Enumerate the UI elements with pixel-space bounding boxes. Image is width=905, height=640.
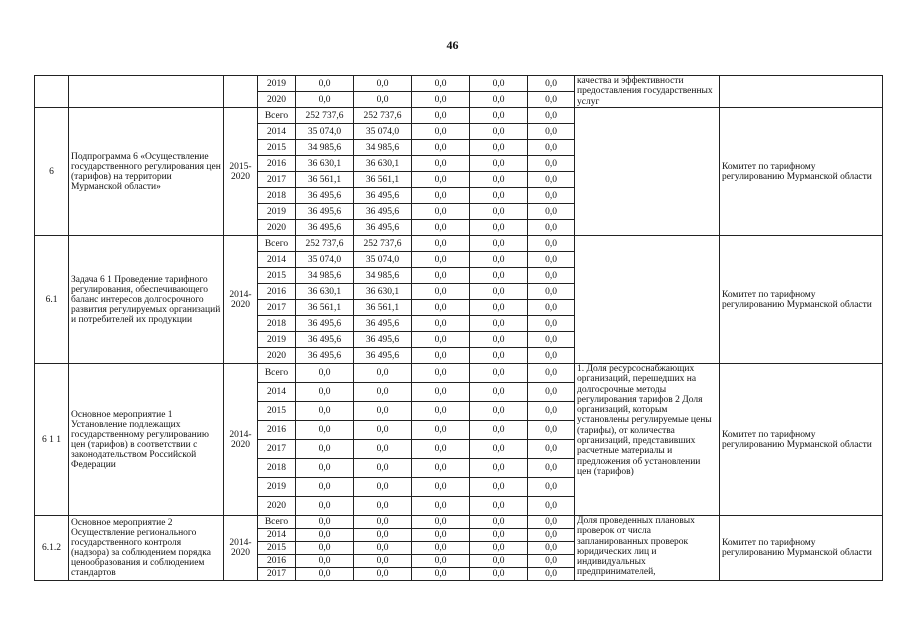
- cell-year: Всего: [258, 516, 296, 529]
- cell-value: 252 737,6: [296, 108, 354, 124]
- cell-value: 0,0: [354, 555, 412, 568]
- cell-value: 0,0: [528, 316, 575, 332]
- cell-value: 0,0: [412, 516, 470, 529]
- cell-value: 0,0: [470, 284, 528, 300]
- cell-value: 0,0: [412, 421, 470, 440]
- cell-value: 0,0: [354, 421, 412, 440]
- cell-value: 0,0: [412, 108, 470, 124]
- cell-responsible: Комитет по тарифному регулированию Мурманской области: [720, 516, 883, 581]
- page-number: 46: [446, 38, 459, 52]
- cell-year: 2020: [258, 348, 296, 364]
- cell-value: 0,0: [354, 76, 412, 92]
- cell-value: 0,0: [528, 402, 575, 421]
- cell-value: 0,0: [528, 497, 575, 516]
- cell-year: 2016: [258, 555, 296, 568]
- cell-value: 0,0: [528, 172, 575, 188]
- cell-value: 0,0: [528, 76, 575, 92]
- cell-value: 0,0: [470, 92, 528, 108]
- cell-value: 0,0: [528, 252, 575, 268]
- cell-no: 6.1.2: [35, 516, 69, 581]
- program-budget-table: [34, 75, 883, 581]
- cell-value: 252 737,6: [296, 236, 354, 252]
- cell-value: 0,0: [296, 440, 354, 459]
- cell-value: 0,0: [412, 220, 470, 236]
- cell-value: 0,0: [470, 108, 528, 124]
- cell-value: 0,0: [354, 542, 412, 555]
- table-row: [35, 516, 883, 529]
- cell-value: 35 074,0: [296, 252, 354, 268]
- cell-value: 0,0: [412, 92, 470, 108]
- cell-value: 0,0: [528, 140, 575, 156]
- cell-value: 36 630,1: [296, 284, 354, 300]
- cell-value: 0,0: [528, 204, 575, 220]
- cell-value: 0,0: [528, 440, 575, 459]
- cell-value: 0,0: [528, 156, 575, 172]
- cell-value: 0,0: [470, 364, 528, 383]
- cell-year: 2020: [258, 497, 296, 516]
- cell-value: 0,0: [470, 156, 528, 172]
- cell-value: 0,0: [412, 284, 470, 300]
- cell-value: 0,0: [296, 402, 354, 421]
- cell-name: [69, 76, 224, 108]
- cell-value: 0,0: [412, 316, 470, 332]
- cell-value: 35 074,0: [354, 252, 412, 268]
- cell-responsible: Комитет по тарифному регулированию Мурманской области: [720, 364, 883, 516]
- cell-value: 36 630,1: [354, 284, 412, 300]
- cell-value: 0,0: [412, 568, 470, 581]
- cell-responsible: [720, 76, 883, 108]
- cell-value: 0,0: [470, 188, 528, 204]
- cell-value: 36 561,1: [354, 300, 412, 316]
- cell-value: 0,0: [412, 156, 470, 172]
- cell-value: 0,0: [412, 140, 470, 156]
- cell-value: 0,0: [528, 124, 575, 140]
- cell-value: 36 495,6: [296, 204, 354, 220]
- cell-value: 0,0: [412, 252, 470, 268]
- cell-value: 0,0: [528, 284, 575, 300]
- cell-value: 0,0: [296, 497, 354, 516]
- cell-year: Всего: [258, 236, 296, 252]
- cell-year: 2019: [258, 204, 296, 220]
- cell-period: [224, 76, 258, 108]
- cell-value: 0,0: [412, 440, 470, 459]
- cell-value: 0,0: [470, 204, 528, 220]
- cell-value: 0,0: [296, 459, 354, 478]
- cell-value: 0,0: [528, 220, 575, 236]
- cell-value: 0,0: [528, 516, 575, 529]
- cell-value: 0,0: [528, 542, 575, 555]
- cell-value: 34 985,6: [354, 268, 412, 284]
- cell-value: 0,0: [470, 421, 528, 440]
- cell-value: 0,0: [296, 478, 354, 497]
- cell-value: 0,0: [354, 568, 412, 581]
- cell-value: 0,0: [412, 172, 470, 188]
- cell-value: 0,0: [412, 542, 470, 555]
- cell-value: 35 074,0: [296, 124, 354, 140]
- cell-value: 0,0: [528, 364, 575, 383]
- cell-value: 0,0: [470, 236, 528, 252]
- cell-value: 0,0: [470, 268, 528, 284]
- cell-value: 0,0: [528, 300, 575, 316]
- cell-name: Основное мероприятие 2 Осуществление регионального государственного контроля (надзора) за соблюдением порядка ценообразования и соблюдением стандартов: [69, 516, 224, 581]
- cell-value: 36 495,6: [296, 348, 354, 364]
- cell-value: 36 495,6: [296, 188, 354, 204]
- cell-value: 0,0: [470, 252, 528, 268]
- cell-value: 36 495,6: [296, 220, 354, 236]
- cell-value: 0,0: [354, 497, 412, 516]
- cell-year: 2014: [258, 252, 296, 268]
- cell-year: 2016: [258, 421, 296, 440]
- cell-no: 6: [35, 108, 69, 236]
- cell-value: 0,0: [528, 92, 575, 108]
- cell-year: 2014: [258, 529, 296, 542]
- cell-no: 6.1: [35, 236, 69, 364]
- cell-year: 2020: [258, 92, 296, 108]
- cell-value: 0,0: [470, 76, 528, 92]
- cell-year: 2019: [258, 478, 296, 497]
- cell-value: 0,0: [354, 92, 412, 108]
- cell-value: 0,0: [354, 516, 412, 529]
- cell-value: 36 561,1: [354, 172, 412, 188]
- table-row: [35, 108, 883, 124]
- cell-value: 0,0: [412, 204, 470, 220]
- cell-value: 0,0: [296, 529, 354, 542]
- cell-value: 0,0: [528, 348, 575, 364]
- cell-value: 0,0: [470, 542, 528, 555]
- cell-value: 0,0: [412, 478, 470, 497]
- cell-value: 0,0: [296, 516, 354, 529]
- cell-no: 6 1 1: [35, 364, 69, 516]
- cell-year: Всего: [258, 108, 296, 124]
- cell-year: 2018: [258, 316, 296, 332]
- cell-value: 0,0: [528, 478, 575, 497]
- cell-value: 0,0: [296, 555, 354, 568]
- cell-value: 0,0: [528, 383, 575, 402]
- cell-year: 2017: [258, 568, 296, 581]
- cell-value: 0,0: [470, 497, 528, 516]
- cell-value: 0,0: [412, 402, 470, 421]
- cell-value: 36 495,6: [354, 204, 412, 220]
- cell-value: 0,0: [470, 383, 528, 402]
- cell-year: 2015: [258, 542, 296, 555]
- cell-value: 0,0: [296, 542, 354, 555]
- cell-value: 0,0: [470, 529, 528, 542]
- cell-value: 36 495,6: [296, 332, 354, 348]
- cell-period: 2014-2020: [224, 364, 258, 516]
- cell-responsible: Комитет по тарифному регулированию Мурманской области: [720, 236, 883, 364]
- cell-value: 0,0: [354, 402, 412, 421]
- cell-value: 0,0: [470, 402, 528, 421]
- cell-value: 0,0: [470, 300, 528, 316]
- cell-indicator: [575, 108, 720, 236]
- cell-year: 2017: [258, 300, 296, 316]
- cell-value: 0,0: [470, 555, 528, 568]
- cell-period: 2014-2020: [224, 236, 258, 364]
- cell-value: 0,0: [296, 92, 354, 108]
- cell-value: 0,0: [412, 124, 470, 140]
- cell-year: 2018: [258, 459, 296, 478]
- cell-value: 0,0: [470, 316, 528, 332]
- cell-value: 0,0: [412, 348, 470, 364]
- cell-indicator: [575, 236, 720, 364]
- cell-year: 2020: [258, 220, 296, 236]
- cell-indicator: качества и эффективности предоставления государственных услуг: [575, 76, 720, 108]
- cell-year: 2019: [258, 76, 296, 92]
- cell-value: 0,0: [296, 76, 354, 92]
- cell-period: 2015-2020: [224, 108, 258, 236]
- cell-no: [35, 76, 69, 108]
- cell-value: 34 985,6: [296, 268, 354, 284]
- cell-value: 0,0: [528, 108, 575, 124]
- cell-responsible: Комитет по тарифному регулированию Мурманской области: [720, 108, 883, 236]
- cell-value: 0,0: [296, 568, 354, 581]
- cell-indicator: 1. Доля ресурсоснабжающих организаций, перешедших на долгосрочные методы регулирования тарифов 2 Доля организаций, которым установлены регулируемые цены (тарифы), от количества организаций, представивших расчетные материалы и предложения об установлении цен (тарифов): [575, 364, 720, 516]
- cell-value: 0,0: [412, 459, 470, 478]
- cell-value: 0,0: [470, 459, 528, 478]
- cell-value: 0,0: [528, 188, 575, 204]
- cell-value: 0,0: [470, 348, 528, 364]
- cell-value: 36 561,1: [296, 300, 354, 316]
- cell-value: 0,0: [528, 555, 575, 568]
- cell-value: 0,0: [412, 383, 470, 402]
- cell-value: 252 737,6: [354, 108, 412, 124]
- cell-indicator: Доля проведенных плановых проверок от числа запланированных проверок юридических лиц и индивидуальных предпринимателей,: [575, 516, 720, 581]
- table-row: [35, 236, 883, 252]
- cell-year: 2018: [258, 188, 296, 204]
- cell-value: 0,0: [412, 268, 470, 284]
- cell-value: 36 495,6: [354, 188, 412, 204]
- cell-value: 0,0: [470, 124, 528, 140]
- cell-value: 0,0: [470, 568, 528, 581]
- cell-value: 0,0: [354, 440, 412, 459]
- cell-value: 36 561,1: [296, 172, 354, 188]
- cell-value: 0,0: [528, 268, 575, 284]
- cell-value: 0,0: [470, 440, 528, 459]
- cell-value: 252 737,6: [354, 236, 412, 252]
- cell-value: 36 495,6: [354, 220, 412, 236]
- cell-value: 0,0: [354, 529, 412, 542]
- cell-value: 0,0: [470, 332, 528, 348]
- cell-value: 0,0: [528, 529, 575, 542]
- cell-value: 0,0: [412, 364, 470, 383]
- cell-value: 0,0: [470, 516, 528, 529]
- cell-value: 0,0: [412, 188, 470, 204]
- cell-value: 36 495,6: [296, 316, 354, 332]
- cell-value: 0,0: [412, 332, 470, 348]
- cell-year: 2015: [258, 268, 296, 284]
- cell-value: 0,0: [528, 236, 575, 252]
- cell-value: 36 630,1: [296, 156, 354, 172]
- cell-year: 2014: [258, 124, 296, 140]
- cell-value: 0,0: [412, 529, 470, 542]
- cell-value: 34 985,6: [296, 140, 354, 156]
- cell-value: 0,0: [412, 497, 470, 516]
- cell-year: 2015: [258, 402, 296, 421]
- cell-period: 2014-2020: [224, 516, 258, 581]
- cell-value: 0,0: [296, 383, 354, 402]
- cell-value: 36 495,6: [354, 348, 412, 364]
- cell-value: 0,0: [296, 421, 354, 440]
- table-row: [35, 364, 883, 383]
- cell-value: 0,0: [470, 172, 528, 188]
- cell-value: 0,0: [528, 568, 575, 581]
- cell-value: 0,0: [354, 478, 412, 497]
- cell-value: 0,0: [296, 364, 354, 383]
- cell-value: 0,0: [354, 383, 412, 402]
- cell-year: 2016: [258, 156, 296, 172]
- cell-value: 34 985,6: [354, 140, 412, 156]
- cell-year: Всего: [258, 364, 296, 383]
- cell-value: 0,0: [412, 76, 470, 92]
- cell-year: 2017: [258, 172, 296, 188]
- cell-value: 36 495,6: [354, 332, 412, 348]
- cell-value: 0,0: [528, 332, 575, 348]
- table-row: [35, 76, 883, 92]
- cell-year: 2016: [258, 284, 296, 300]
- cell-value: 0,0: [412, 300, 470, 316]
- cell-year: 2014: [258, 383, 296, 402]
- cell-value: 0,0: [470, 140, 528, 156]
- cell-year: 2017: [258, 440, 296, 459]
- cell-value: 0,0: [470, 220, 528, 236]
- table-body: [35, 76, 883, 581]
- cell-value: 0,0: [412, 236, 470, 252]
- cell-value: 35 074,0: [354, 124, 412, 140]
- cell-value: 0,0: [354, 459, 412, 478]
- cell-name: Подпрограмма 6 «Осуществление государственного регулирования цен (тарифов) на территории Мурманской области»: [69, 108, 224, 236]
- cell-name: Задача 6 1 Проведение тарифного регулирования, обеспечивающего баланс интересов долгосрочного развития регулируемых организаций и потребителей их продукции: [69, 236, 224, 364]
- cell-year: 2019: [258, 332, 296, 348]
- cell-value: 0,0: [528, 421, 575, 440]
- cell-value: 0,0: [528, 459, 575, 478]
- cell-name: Основное мероприятие 1 Установление подлежащих государственному регулированию цен (тарифов) в соответствии с законодательством Российской Федерации: [69, 364, 224, 516]
- cell-year: 2015: [258, 140, 296, 156]
- cell-value: 0,0: [412, 555, 470, 568]
- cell-value: 36 630,1: [354, 156, 412, 172]
- cell-value: 36 495,6: [354, 316, 412, 332]
- cell-value: 0,0: [354, 364, 412, 383]
- cell-value: 0,0: [470, 478, 528, 497]
